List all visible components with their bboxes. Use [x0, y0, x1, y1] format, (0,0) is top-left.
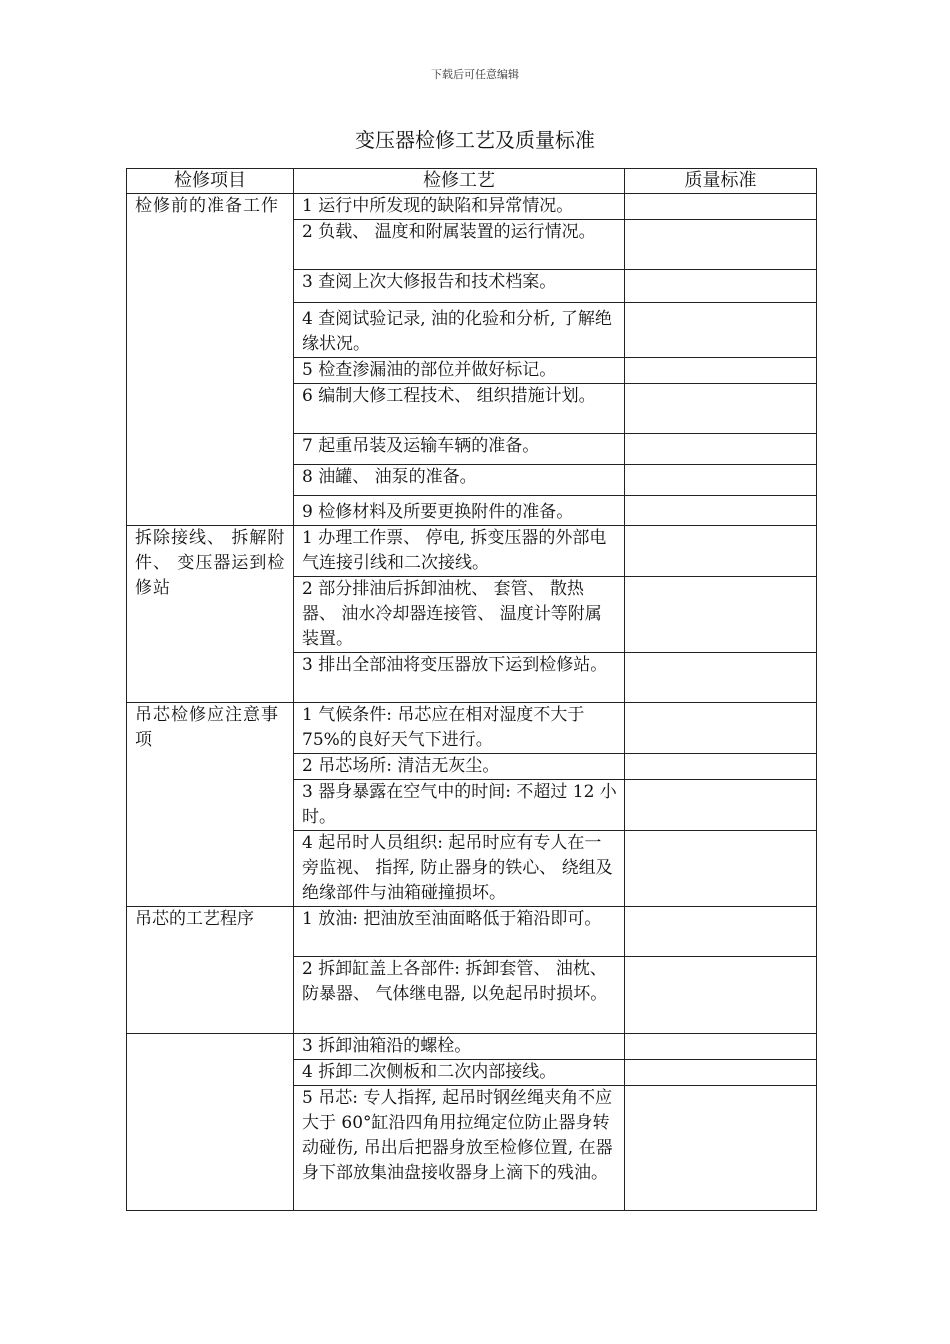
process-step-cell: 7 起重吊装及运输车辆的准备。 — [294, 434, 625, 465]
process-step-cell: 5 吊芯: 专人指挥, 起吊时钢丝绳夹角不应大于 60°缸沿四角用拉绳定位防止器身转动碰伤, 吊出后把器身放至检修位置, 在器身下部放集油盘接收器身上滴下的残油。 — [294, 1086, 625, 1211]
process-step-cell: 3 拆卸油箱沿的螺栓。 — [294, 1034, 625, 1060]
quality-standard-cell — [625, 577, 817, 653]
quality-standard-cell — [625, 526, 817, 577]
quality-standard-cell — [625, 703, 817, 754]
quality-standard-cell — [625, 465, 817, 496]
process-step-cell: 1 放油: 把油放至油面略低于箱沿即可。 — [294, 907, 625, 957]
process-step-cell: 4 起吊时人员组织: 起吊时应有专人在一旁监视、 指挥, 防止器身的铁心、 绕组及绝缘部件与油箱碰撞损坏。 — [294, 831, 625, 907]
quality-standard-cell — [625, 831, 817, 907]
table-row — [127, 526, 817, 577]
process-step-cell: 8 油罐、 油泵的准备。 — [294, 465, 625, 496]
quality-standard-cell — [625, 384, 817, 434]
quality-standard-cell — [625, 957, 817, 1034]
process-step-cell: 3 器身暴露在空气中的时间: 不超过 12 小时。 — [294, 780, 625, 831]
quality-standard-cell — [625, 780, 817, 831]
quality-standard-cell — [625, 220, 817, 270]
process-step-cell: 3 查阅上次大修报告和技术档案。 — [294, 270, 625, 303]
table-row — [127, 194, 817, 220]
process-step-cell: 6 编制大修工程技术、 组织措施计划。 — [294, 384, 625, 434]
inspection-item-cell: 吊芯的工艺程序 — [127, 907, 294, 1034]
process-step-cell: 9 检修材料及所要更换附件的准备。 — [294, 496, 625, 526]
process-step-cell: 2 吊芯场所: 清洁无灰尘。 — [294, 754, 625, 780]
maintenance-standard-table — [126, 168, 817, 1211]
process-step-cell: 2 负载、 温度和附属装置的运行情况。 — [294, 220, 625, 270]
column-header-process: 检修工艺 — [294, 169, 625, 194]
quality-standard-cell — [625, 754, 817, 780]
process-step-cell: 4 查阅试验记录, 油的化验和分析, 了解绝缘状况。 — [294, 303, 625, 358]
quality-standard-cell — [625, 907, 817, 957]
quality-standard-cell — [625, 270, 817, 303]
process-step-cell: 2 部分排油后拆卸油枕、 套管、 散热器、 油水冷却器连接管、 温度计等附属装置。 — [294, 577, 625, 653]
quality-standard-cell — [625, 1034, 817, 1060]
column-header-item: 检修项目 — [127, 169, 294, 194]
column-header-quality: 质量标准 — [625, 169, 817, 194]
process-step-cell: 1 气候条件: 吊芯应在相对湿度不大于 75%的良好天气下进行。 — [294, 703, 625, 754]
quality-standard-cell — [625, 1086, 817, 1211]
table-row — [127, 703, 817, 754]
header-note: 下载后可任意编辑 — [431, 68, 519, 81]
process-step-cell: 5 检查渗漏油的部位并做好标记。 — [294, 358, 625, 384]
quality-standard-cell — [625, 303, 817, 358]
process-step-cell: 4 拆卸二次侧板和二次内部接线。 — [294, 1060, 625, 1086]
table-row — [127, 1034, 817, 1060]
quality-standard-cell — [625, 434, 817, 465]
process-step-cell: 1 运行中所发现的缺陷和异常情况。 — [294, 194, 625, 220]
quality-standard-cell — [625, 496, 817, 526]
inspection-item-cell — [127, 1034, 294, 1211]
inspection-item-cell: 检修前的准备工作 — [127, 194, 294, 526]
table-header-row — [127, 169, 817, 194]
process-step-cell: 1 办理工作票、 停电, 拆变压器的外部电气连接引线和二次接线。 — [294, 526, 625, 577]
inspection-item-cell: 吊芯检修应注意事项 — [127, 703, 294, 907]
quality-standard-cell — [625, 1060, 817, 1086]
quality-standard-cell — [625, 194, 817, 220]
process-step-cell: 3 排出全部油将变压器放下运到检修站。 — [294, 653, 625, 703]
quality-standard-cell — [625, 653, 817, 703]
process-step-cell: 2 拆卸缸盖上各部件: 拆卸套管、 油枕、 防暴器、 气体继电器, 以免起吊时损坏。 — [294, 957, 625, 1034]
table-row — [127, 907, 817, 957]
quality-standard-cell — [625, 358, 817, 384]
inspection-item-cell: 拆除接线、 拆解附件、 变压器运到检修站 — [127, 526, 294, 703]
document-title: 变压器检修工艺及质量标准 — [355, 128, 595, 152]
